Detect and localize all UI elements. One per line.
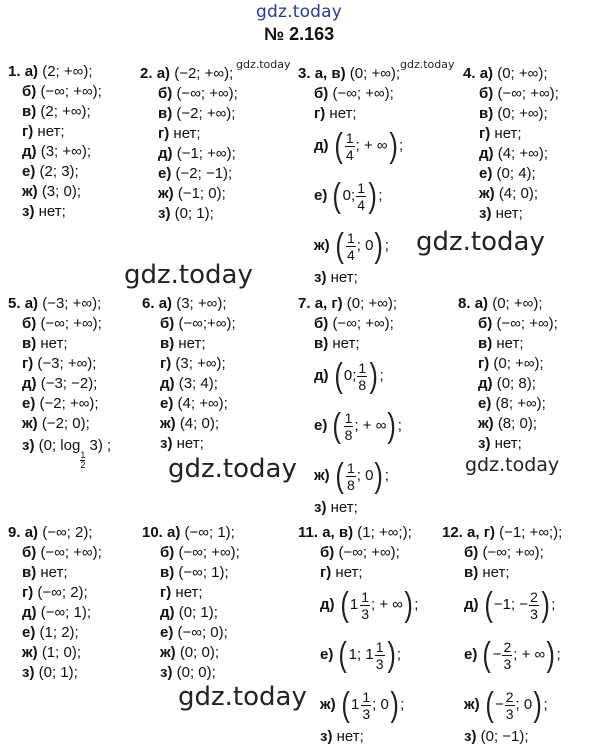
answer-label: ж): [320, 696, 336, 713]
close-paren: ): [533, 686, 543, 724]
answer-value: (−∞; 2);: [37, 584, 88, 601]
fraction-denominator: 8: [346, 476, 355, 493]
answer-label: г): [160, 584, 172, 601]
problem-number: 3.: [298, 65, 311, 82]
answer-label: г): [478, 355, 490, 372]
fraction-denominator: 3: [375, 655, 384, 672]
answer-value: (0; 1);: [174, 205, 214, 222]
problem-7: [298, 294, 402, 518]
answer-value: (−3; −2);: [40, 375, 98, 392]
answer-label: е): [22, 624, 36, 641]
problem-9: [8, 523, 102, 683]
problem-10: [142, 523, 240, 683]
answer-value: (0; +∞);: [349, 65, 401, 82]
answer-label: е): [22, 395, 36, 412]
open-paren: (: [335, 227, 344, 265]
fraction-numerator: 1: [346, 229, 355, 246]
answer-label: в): [478, 335, 493, 352]
fraction: [345, 130, 355, 163]
fraction-denominator: 4: [357, 196, 365, 213]
answer-value: (−∞;+∞);: [178, 315, 236, 332]
semicolon: ;: [414, 596, 419, 613]
answer-value: (−∞; 2);: [42, 524, 93, 541]
answer-label: ж): [160, 644, 176, 661]
answer-value: нет;: [175, 584, 203, 601]
interval-bound: −: [492, 646, 502, 663]
answer-value: (3; +∞);: [176, 295, 227, 312]
fraction: [346, 230, 356, 263]
interval-bound: −: [494, 696, 504, 713]
answer-label: з): [158, 205, 171, 222]
answer-label: ж): [464, 696, 480, 713]
close-paren: ): [404, 586, 413, 624]
answer-label: а): [167, 524, 181, 541]
open-paren: (: [485, 686, 494, 724]
answer-label: ж): [314, 237, 330, 254]
close-paren: ): [541, 586, 550, 624]
answer-label: з): [478, 435, 491, 452]
close-paren: ): [374, 227, 384, 265]
answer-label: г): [22, 584, 34, 601]
answer-value: нет;: [336, 728, 364, 745]
semicolon: ;: [384, 467, 389, 484]
problem-number: 9.: [8, 524, 21, 541]
fraction: [375, 639, 385, 672]
answer-label: е): [158, 165, 172, 182]
fraction: [502, 639, 512, 672]
mixed-number: [351, 689, 372, 722]
answer-label: а): [24, 63, 39, 80]
answer-value: (3; +∞);: [175, 355, 226, 372]
answer-label: д): [478, 375, 493, 392]
answer-value: (2; +∞);: [42, 63, 93, 80]
answer-value: (−∞; 1);: [184, 524, 235, 541]
answer-label: г): [158, 125, 170, 142]
answer-value: нет;: [330, 269, 358, 286]
answer-label: д): [464, 596, 479, 613]
answer-label: б): [160, 315, 175, 332]
answer-value: нет;: [40, 335, 68, 352]
answer-label: е): [478, 395, 492, 412]
answer-label: д): [22, 604, 37, 621]
answer-value: (8; +∞);: [495, 395, 546, 412]
answer-value: нет;: [496, 335, 524, 352]
watermark-large-4: gdz.today: [178, 682, 307, 712]
answer-value: (2; 3);: [39, 163, 79, 180]
answer-value: (−1; +∞);: [176, 145, 236, 162]
answer-value: (0; +∞);: [497, 105, 548, 122]
open-paren: (: [482, 636, 492, 674]
answer-value: (−∞; 1);: [40, 604, 91, 621]
close-paren: ): [387, 407, 397, 445]
problem-3: [298, 64, 403, 288]
answer-value: (4; 0);: [498, 185, 538, 202]
answer-label: в): [464, 564, 479, 581]
answer-value: нет;: [332, 335, 360, 352]
interval-bound: ; + ∞: [355, 137, 388, 154]
interval-bound: 0;: [343, 367, 357, 384]
answer-value: (0; 1);: [38, 664, 78, 681]
fraction-denominator: 3: [505, 705, 514, 722]
answer-label: а): [158, 295, 173, 312]
problem-number: 2.: [140, 65, 153, 82]
problem-number: 5.: [8, 295, 21, 312]
answer-value: (−3; +∞);: [42, 295, 102, 312]
fraction-denominator: 3: [503, 655, 512, 672]
answer-value: (−∞; +∞);: [332, 315, 394, 332]
semicolon: ;: [384, 237, 389, 254]
answer-value: (−∞; +∞);: [40, 83, 102, 100]
open-paren: (: [332, 407, 342, 445]
fraction: [356, 180, 366, 213]
answer-value: нет;: [329, 105, 357, 122]
answer-value: нет;: [335, 564, 363, 581]
answer-label: б): [22, 315, 37, 332]
answer-label: з): [320, 728, 333, 745]
fraction-denominator: 8: [344, 426, 353, 443]
fraction-numerator: 2: [503, 638, 512, 655]
semicolon: ;: [543, 696, 548, 713]
fraction: [529, 589, 539, 622]
fraction: [344, 410, 354, 443]
problem-number: 10.: [142, 524, 163, 541]
answer-label: з): [160, 435, 173, 452]
answer-value: (3; 0);: [41, 183, 81, 200]
answer-value: (4; 0);: [179, 415, 219, 432]
fraction-numerator: 1: [80, 450, 86, 460]
answer-value: (−3; +∞);: [37, 355, 97, 372]
interval-bound: ; + ∞: [371, 596, 403, 613]
answer-value: (0; +∞);: [497, 65, 548, 82]
answer-value: (0; +∞);: [493, 355, 544, 372]
answer-value: (0; 8);: [496, 375, 536, 392]
fraction-denominator: 3: [362, 705, 371, 722]
semicolon: ;: [378, 187, 383, 204]
answer-value: (1; 0);: [41, 644, 81, 661]
answer-value: (−∞; +∞);: [338, 544, 400, 561]
answer-value: (−∞; +∞);: [176, 85, 238, 102]
interval-bound: ; 0: [372, 696, 389, 713]
answer-value: нет;: [494, 435, 522, 452]
answer-value: (−1; +∞;);: [499, 524, 563, 541]
answer-label: д): [160, 604, 175, 621]
log-prefix: (0; log: [38, 437, 81, 454]
answer-label: ж): [22, 644, 38, 661]
fraction-numerator: 1: [345, 129, 354, 146]
answer-value: (−∞; 0);: [177, 624, 228, 641]
answer-label: ж): [479, 185, 495, 202]
interval-bound: ; + ∞: [513, 646, 546, 663]
semicolon: ;: [556, 646, 561, 663]
fraction: [361, 689, 371, 722]
answer-label: ж): [22, 415, 38, 432]
answer-label: е): [160, 624, 174, 641]
interval-bound: ; 0: [356, 467, 374, 484]
semicolon: ;: [400, 696, 405, 713]
answer-label: г): [22, 123, 34, 140]
answer-label: б): [464, 544, 479, 561]
answer-value: (2; +∞);: [40, 103, 91, 120]
answer-value: (−2; +∞);: [39, 395, 99, 412]
fraction-numerator: 1: [358, 359, 367, 376]
fraction: [346, 460, 356, 493]
semicolon: ;: [396, 646, 401, 663]
fraction: [357, 360, 367, 393]
interval-bound: −1; −: [493, 596, 529, 613]
answer-value: (−∞; +∞);: [178, 544, 240, 561]
answer-value: (−1; 0);: [177, 185, 226, 202]
close-paren: ): [390, 686, 399, 724]
fraction-denominator: 8: [358, 376, 367, 393]
answer-label: б): [478, 315, 493, 332]
answer-label: в): [160, 335, 175, 352]
answer-value: (4; +∞);: [497, 145, 548, 162]
watermark-small-2: gdz.today: [400, 58, 455, 71]
answer-value: (1; +∞;);: [357, 524, 412, 541]
fraction-numerator: 1: [346, 459, 355, 476]
semicolon: ;: [379, 367, 384, 384]
semicolon: ;: [397, 417, 402, 434]
answer-label: г): [314, 105, 326, 122]
answer-label: д): [158, 145, 173, 162]
answer-label: б): [479, 85, 494, 102]
answer-value: (−∞; +∞);: [40, 544, 102, 561]
open-paren: (: [333, 127, 343, 165]
answer-label: е): [22, 163, 36, 180]
answer-value: (−∞; +∞);: [497, 85, 559, 102]
answer-label: б): [314, 315, 329, 332]
open-paren: (: [341, 686, 350, 724]
answer-label: в): [22, 564, 37, 581]
answer-value: (3; 4);: [178, 375, 218, 392]
answer-value: (−∞; +∞);: [40, 315, 102, 332]
answer-value: (4; +∞);: [177, 395, 228, 412]
fraction-denominator: 4: [346, 246, 355, 263]
answer-value: (−∞; +∞);: [482, 544, 544, 561]
fraction-numerator: 2: [530, 588, 538, 605]
answer-label: з): [314, 499, 327, 516]
answer-value: нет;: [330, 499, 358, 516]
problem-11: [298, 523, 418, 747]
answer-label: г): [479, 125, 491, 142]
answer-label: ж): [22, 183, 38, 200]
fraction-denominator: 4: [345, 146, 354, 163]
fraction-numerator: 1: [357, 179, 365, 196]
answer-label: ж): [314, 467, 330, 484]
close-paren: ): [374, 457, 384, 495]
watermark-large-3: gdz.today: [168, 454, 297, 484]
mixed-whole: 1: [349, 596, 359, 613]
answer-label: в): [22, 103, 37, 120]
mixed-number: [350, 589, 371, 622]
answer-label: д): [314, 367, 329, 384]
problem-number: 12.: [442, 524, 463, 541]
answer-label: е): [464, 646, 478, 663]
fraction-numerator: 1: [361, 588, 369, 605]
problem-6: [142, 294, 236, 454]
answer-value: (0; 4);: [496, 165, 536, 182]
answer-value: (−2; +∞);: [176, 105, 236, 122]
open-paren: (: [333, 357, 343, 395]
answer-label: ж): [478, 415, 494, 432]
fraction-denominator: 3: [530, 605, 538, 622]
problem-number: 6.: [142, 295, 155, 312]
fraction-numerator: 2: [505, 688, 514, 705]
answer-label: з): [22, 664, 35, 681]
answer-label: а): [156, 65, 171, 82]
problem-8: [458, 294, 558, 454]
close-paren: ): [368, 177, 377, 215]
answer-value: (0; +∞);: [346, 295, 398, 312]
answer-label: е): [479, 165, 493, 182]
answer-label: б): [320, 544, 335, 561]
answer-value: (3; +∞);: [40, 143, 91, 160]
answer-label: д): [160, 375, 175, 392]
open-paren: (: [483, 586, 493, 624]
interval-bound: ; + ∞: [354, 417, 387, 434]
answer-label: з): [314, 269, 327, 286]
answer-label: в): [479, 105, 494, 122]
fraction-denominator: 2: [80, 460, 86, 470]
answer-label: д): [320, 596, 335, 613]
answer-label: б): [160, 544, 175, 561]
answer-label: а, г): [314, 295, 343, 312]
answer-value: (−2; +∞);: [174, 65, 234, 82]
answer-label: а): [24, 524, 39, 541]
answer-label: е): [160, 395, 174, 412]
watermark-top: gdz.today: [256, 2, 343, 22]
answer-value: нет;: [173, 125, 201, 142]
answer-label: в): [22, 335, 37, 352]
fraction-numerator: 1: [344, 409, 353, 426]
answer-label: д): [314, 137, 329, 154]
watermark-small-1: gdz.today: [236, 58, 291, 71]
close-paren: ): [369, 357, 379, 395]
problem-number: 1.: [8, 63, 21, 80]
close-paren: ): [546, 636, 556, 674]
interval-bound: ; 0: [515, 696, 533, 713]
answer-label: в): [314, 335, 329, 352]
answer-label: з): [479, 205, 492, 222]
answer-value: (−∞; 1);: [178, 564, 229, 581]
problem-number: 7.: [298, 295, 311, 312]
answer-value: (0; −1);: [480, 728, 529, 745]
answer-label: д): [479, 145, 494, 162]
answer-value: (0; 1);: [178, 604, 218, 621]
answer-label: г): [160, 355, 172, 372]
semicolon: ;: [398, 137, 404, 154]
fraction-numerator: 1: [375, 638, 384, 655]
problem-number: 11.: [298, 524, 319, 541]
answer-label: д): [22, 143, 37, 160]
answer-value: (−2; 0);: [41, 415, 90, 432]
answer-label: б): [22, 544, 37, 561]
answer-value: нет;: [176, 435, 204, 452]
open-paren: (: [338, 636, 348, 674]
answer-value: (1; 2);: [39, 624, 79, 641]
answer-value: нет;: [178, 335, 206, 352]
answer-label: а): [24, 295, 39, 312]
answer-value: (8; 0);: [497, 415, 537, 432]
semicolon: ;: [551, 596, 556, 613]
watermark-medium-1: gdz.today: [465, 454, 560, 476]
fraction: [505, 689, 515, 722]
answer-label: а, г): [467, 524, 495, 541]
answer-label: ж): [158, 185, 174, 202]
answer-label: а, в): [322, 524, 354, 541]
answer-label: в): [160, 564, 175, 581]
close-paren: ): [386, 636, 396, 674]
answer-value: нет;: [495, 205, 523, 222]
answer-value: (−∞; +∞);: [496, 315, 558, 332]
answer-label: з): [160, 664, 173, 681]
problem-2: [140, 64, 238, 224]
problem-1: [8, 62, 102, 222]
problem-4: [463, 64, 559, 224]
interval-bound: 1; 1: [348, 646, 374, 663]
answer-label: г): [320, 564, 332, 581]
answer-value: нет;: [482, 564, 510, 581]
log-suffix: 3) ;: [89, 437, 112, 454]
fraction: [360, 589, 370, 622]
answer-label: а, в): [314, 65, 346, 82]
problem-5: [8, 294, 111, 470]
fraction-numerator: 1: [362, 688, 371, 705]
open-paren: (: [332, 177, 342, 215]
answer-value: нет;: [40, 564, 68, 581]
answer-value: нет;: [38, 203, 66, 220]
answer-label: е): [320, 646, 334, 663]
answer-label: е): [314, 417, 328, 434]
answer-label: б): [314, 85, 329, 102]
answer-value: (0; 0);: [176, 664, 216, 681]
answer-value: (0; 0);: [179, 644, 219, 661]
answer-label: з): [464, 728, 477, 745]
answer-label: з): [22, 437, 35, 454]
open-paren: (: [335, 457, 344, 495]
open-paren: (: [339, 586, 349, 624]
problem-number: 4.: [463, 65, 476, 82]
answer-label: з): [22, 203, 35, 220]
page-title: № 2.163: [264, 24, 335, 44]
problem-number: 8.: [458, 295, 471, 312]
answer-label: б): [22, 83, 37, 100]
watermark-large-1: gdz.today: [416, 227, 545, 257]
answer-value: (0; +∞);: [492, 295, 543, 312]
interval-bound: ; 0: [356, 237, 374, 254]
answer-label: е): [314, 187, 328, 204]
answer-label: ж): [160, 415, 176, 432]
answer-label: г): [22, 355, 34, 372]
answer-value: нет;: [494, 125, 522, 142]
fraction-denominator: 3: [361, 605, 369, 622]
answer-value: нет;: [37, 123, 65, 140]
answer-label: а): [474, 295, 489, 312]
interval-bound: 0;: [342, 187, 356, 204]
answer-label: б): [158, 85, 173, 102]
answer-label: в): [158, 105, 173, 122]
log-base-fraction: [80, 451, 85, 470]
answer-label: а): [479, 65, 494, 82]
close-paren: ): [389, 127, 398, 165]
mixed-whole: 1: [350, 696, 360, 713]
watermark-large-2: gdz.today: [124, 260, 253, 290]
answer-label: д): [22, 375, 37, 392]
answer-value: (−∞; +∞);: [332, 85, 394, 102]
problem-12: [442, 523, 562, 747]
answer-value: (−2; −1);: [175, 165, 233, 182]
